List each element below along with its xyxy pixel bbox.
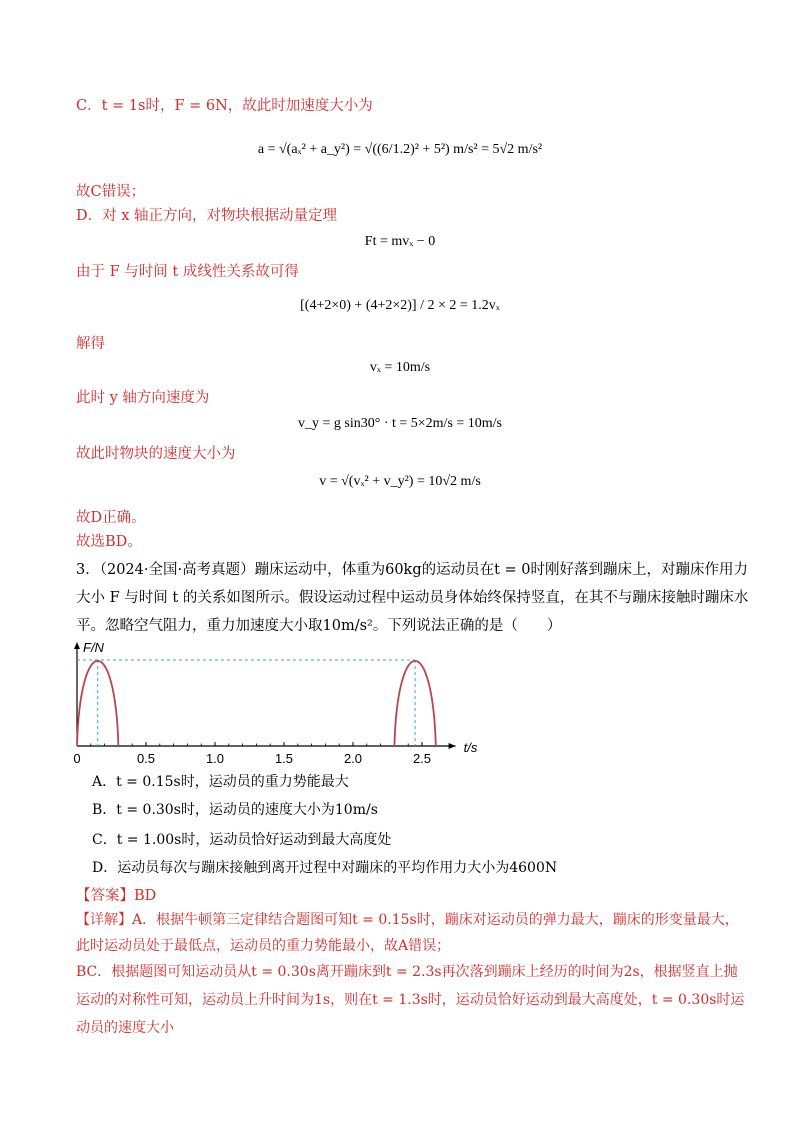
x-tick-label: 1.5 (274, 751, 294, 766)
option-d: D．运动员每次与蹦床接触到离开过程中对蹦床的平均作用力大小为4600N (92, 860, 558, 876)
answer-choice-line: 故选BD。 (76, 534, 142, 550)
explanation-line-2: 此时运动员处于最低点，运动员的重力势能最小，故A错误； (76, 938, 451, 954)
question-3-line-1: 3．（2024·全国·高考真题）蹦床运动中，体重为60kg的运动员在t = 0时刚好落到蹦床上，对蹦床作用力 (76, 562, 749, 578)
option-b: B．t = 0.30s时，运动员的速度大小为10m/s (92, 802, 378, 818)
x-tick-label: 0.5 (136, 751, 156, 766)
v-intro-line: 故此时物块的速度大小为 (76, 446, 236, 462)
c-option-line: C．t = 1s时，F = 6N，故此时加速度大小为 (76, 98, 373, 114)
force-time-svg (62, 640, 482, 766)
question-3-line-2: 大小 F 与时间 t 的关系如图所示。假设运动过程中运动员身体始终保持竖直，在其不与蹦床接触时蹦床水 (76, 590, 749, 606)
x-tick-label: 1.0 (205, 751, 225, 766)
x-axis-arrow (449, 743, 456, 749)
explanation-line-5: 动员的速度大小 (76, 1020, 174, 1036)
explanation-line-1: 【详解】A．根据牛顿第三定律结合题图可知t = 0.15s时，蹦床对运动员的弹力最大，蹦床的形变量最大， (76, 912, 739, 928)
option-c: C．t = 1.00s时，运动员恰好运动到最大高度处 (92, 832, 392, 848)
y-axis-label: F/N (83, 640, 104, 655)
c-acceleration-equation: a = √(aₓ² + a_y²) = √((6/1.2)² + 5²) m/s² = 5√2 m/s² (257, 142, 543, 157)
explanation-line-3: BC．根据题图可知运动员从t = 0.30s离开蹦床到t = 2.3s再次落到蹦床上经历的时间为2s，根据竖直上抛 (76, 964, 738, 980)
option-a: A．t = 0.15s时，运动员的重力势能最大 (92, 774, 349, 790)
force-time-chart (62, 640, 482, 766)
d-conclusion: 故D正确。 (76, 510, 146, 526)
d-linear-line: 由于 F 与时间 t 成线性关系故可得 (76, 264, 299, 280)
explanation-line-4: 运动的对称性可知，运动员上升时间为1s，则在t = 1.3s时，运动员恰好运动到最大高度处，t = 0.30s时运 (76, 992, 745, 1008)
d-intro-line: D．对 x 轴正方向，对物块根据动量定理 (76, 208, 338, 224)
x-tick-label: 2.5 (412, 751, 432, 766)
question-3-line-3: 平。忽略空气阻力，重力加速度大小取10m/s²。下列说法正确的是（ ） (76, 618, 562, 634)
solve-line: 解得 (76, 336, 105, 352)
d-momentum-equation: Ft = mvₓ − 0 (364, 234, 436, 249)
vx-equation: vₓ = 10m/s (369, 360, 431, 375)
d-average-force-equation: [(4+2×0) + (4+2×2)] / 2 × 2 = 1.2vₓ (300, 298, 500, 313)
vy-intro-line: 此时 y 轴方向速度为 (76, 390, 210, 406)
x-tick-label: 2.0 (343, 751, 363, 766)
vy-equation: v_y = g sin30° · t = 5×2m/s = 10m/s (297, 416, 503, 431)
c-conclusion: 故C错误； (76, 184, 146, 200)
x-tick-label: 0 (73, 751, 81, 766)
x-axis-label: t/s (463, 740, 478, 755)
y-axis-arrow (74, 642, 80, 649)
answer-label: 【答案】BD (76, 888, 157, 904)
v-magnitude-equation: v = √(vₓ² + v_y²) = 10√2 m/s (319, 474, 481, 489)
